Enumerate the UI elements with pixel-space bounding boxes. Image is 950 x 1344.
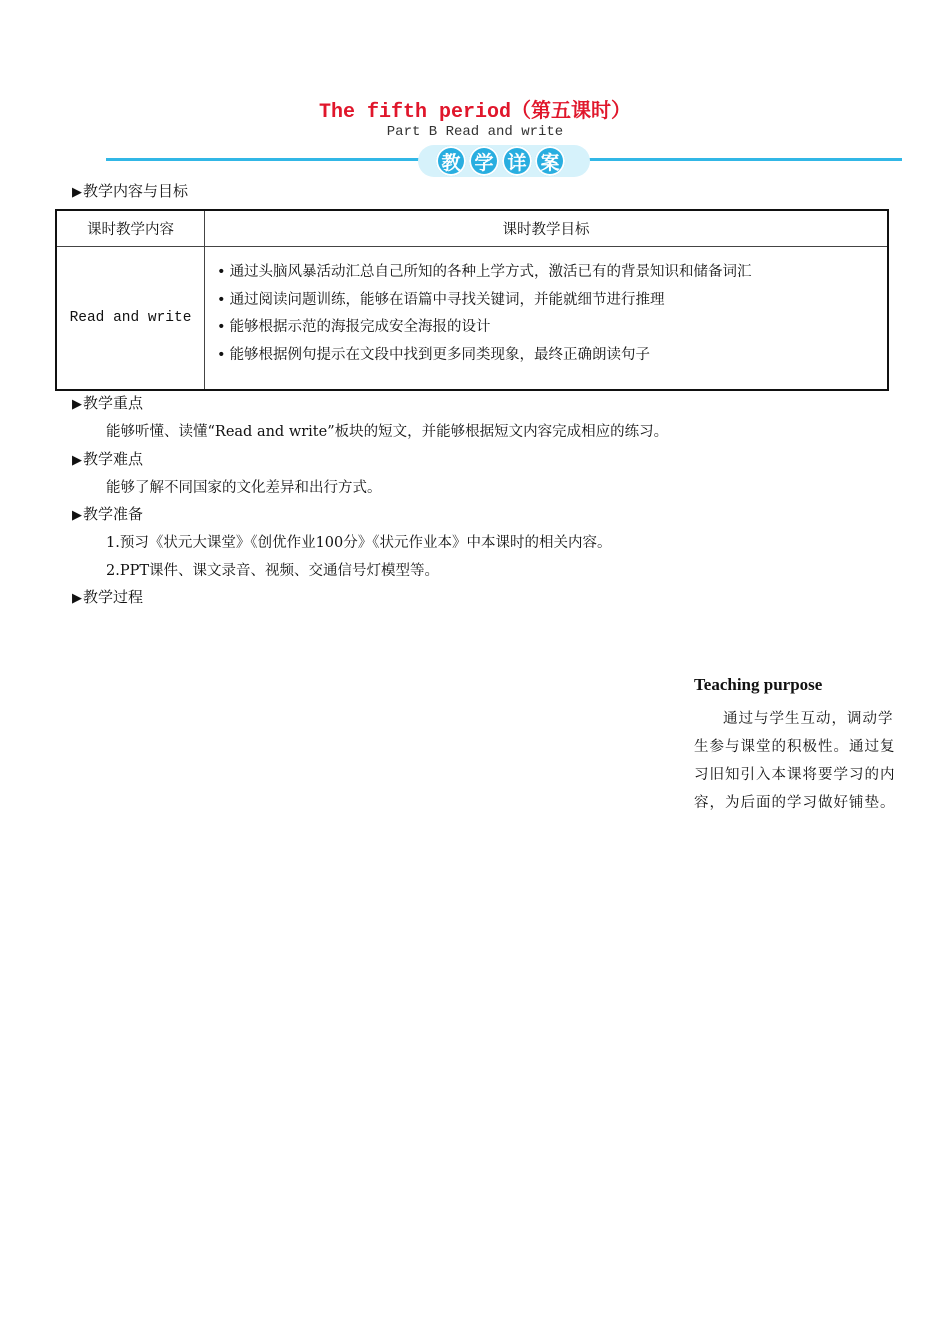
banner-line-left xyxy=(106,158,424,161)
triangle-icon: ▶ xyxy=(72,185,82,200)
section-key-points xyxy=(72,392,143,413)
triangle-icon: ▶ xyxy=(72,508,82,523)
section-heading: 教学难点 xyxy=(83,450,144,468)
key-points-text: 能够听懂、读懂“Read and write”板块的短文，并能够根据短文内容完成相应的练习。 xyxy=(106,424,669,440)
table-cell-goals xyxy=(205,247,889,391)
section-heading: 教学过程 xyxy=(83,588,144,606)
triangle-icon: ▶ xyxy=(72,397,82,412)
section-heading: 教学准备 xyxy=(83,505,144,523)
lesson-table xyxy=(55,209,889,391)
section-difficulties xyxy=(72,448,143,469)
section-heading: 教学重点 xyxy=(83,394,144,412)
difficulties-text: 能够了解不同国家的文化差异和出行方式。 xyxy=(106,480,382,496)
table-cell-content: Read and write xyxy=(56,247,205,391)
table-header-goals: 课时教学目标 xyxy=(205,210,889,247)
section-heading: 教学内容与目标 xyxy=(83,182,189,200)
banner-char: 学 xyxy=(469,146,499,176)
teaching-plan-banner xyxy=(418,145,590,177)
preparation-item: 2.PPT课件、课文录音、视频、交通信号灯模型等。 xyxy=(106,563,440,579)
triangle-icon: ▶ xyxy=(72,591,82,606)
goal-item: • 能够根据示范的海报完成安全海报的设计 xyxy=(217,314,887,342)
preparation-item: 1.预习《状元大课堂》《创优作业100分》《状元作业本》中本课时的相关内容。 xyxy=(106,535,612,551)
section-preparation xyxy=(72,503,143,524)
banner-char: 案 xyxy=(535,146,565,176)
goal-item: • 通过头脑风暴活动汇总自己所知的各种上学方式，激活已有的背景知识和储备词汇 xyxy=(217,259,887,287)
banner-char: 教 xyxy=(436,146,466,176)
table-header-content: 课时教学内容 xyxy=(56,210,205,247)
section-process xyxy=(72,586,143,607)
teaching-purpose-text: 通过与学生互动，调动学生参与课堂的积极性。通过复习旧知引入本课将要学习的内容，为后面的学习做好铺垫。 xyxy=(694,711,896,811)
page-title: The fifth period（第五课时） xyxy=(318,101,632,124)
banner-line-right xyxy=(584,158,902,161)
goal-item: • 能够根据例句提示在文段中找到更多同类现象，最终正确朗读句子 xyxy=(217,342,887,370)
goal-item: • 通过阅读问题训练，能够在语篇中寻找关键词，并能就细节进行推理 xyxy=(217,287,887,315)
triangle-icon: ▶ xyxy=(72,453,82,468)
teaching-purpose-title: Teaching purpose xyxy=(694,675,823,694)
section-content-goals xyxy=(72,180,188,201)
page-subtitle: Part B Read and write xyxy=(386,124,564,140)
banner-char: 详 xyxy=(502,146,532,176)
